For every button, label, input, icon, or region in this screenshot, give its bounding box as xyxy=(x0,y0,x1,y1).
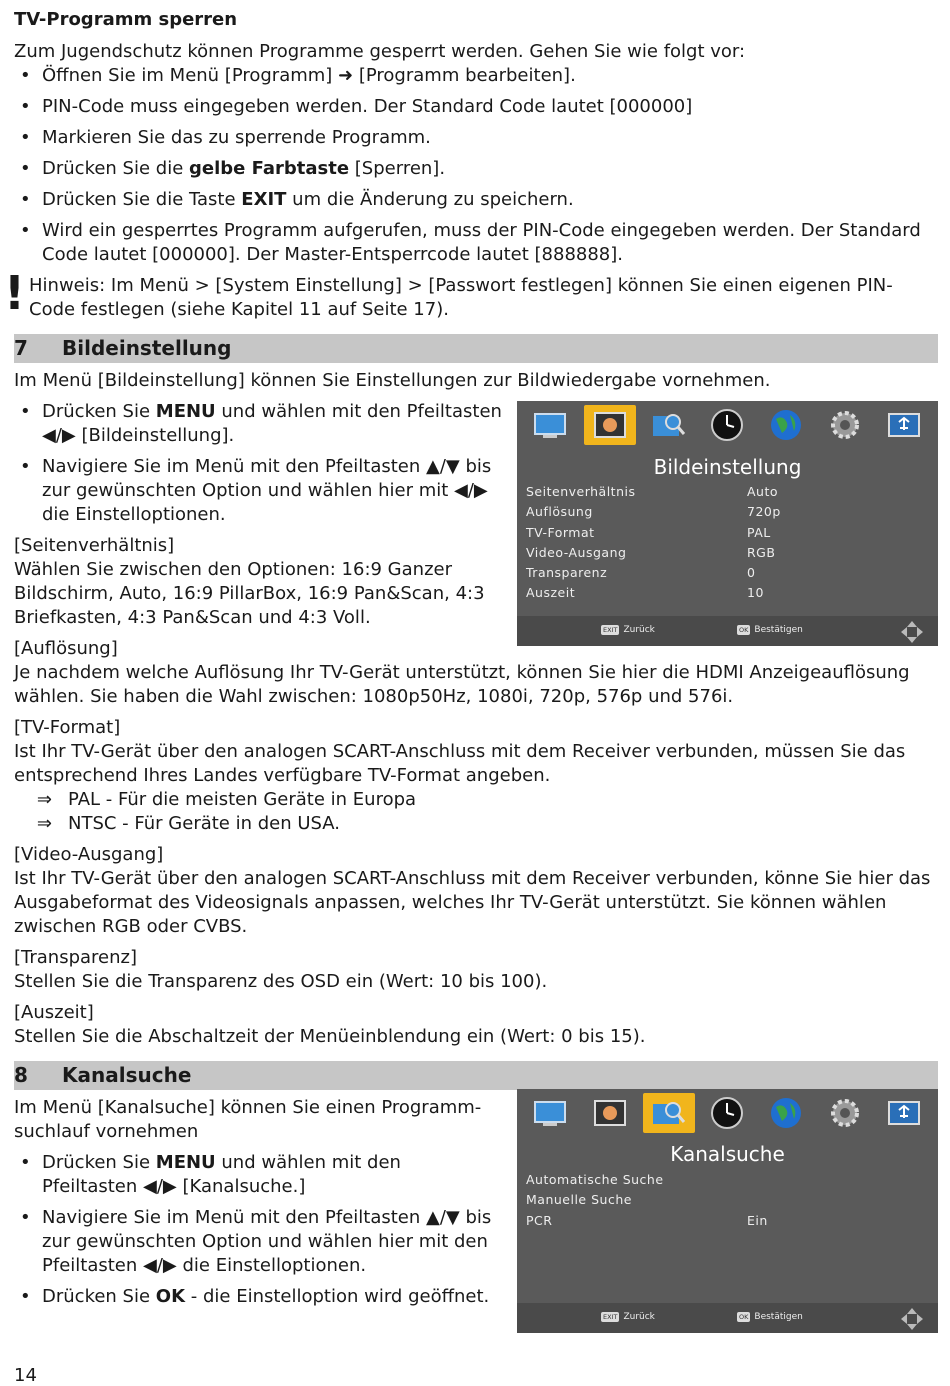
tv-lock-steps xyxy=(14,64,938,267)
clock-icon xyxy=(701,1093,753,1133)
hint-note xyxy=(4,266,938,322)
tv-icon xyxy=(525,405,577,445)
option-heading: [Transparenz] xyxy=(14,947,138,968)
osd-row: Auszeit 10 xyxy=(526,585,764,601)
osd-row: Auflösung 720p xyxy=(526,504,781,520)
list-item: ⇒ NTSC - Für Geräte in den USA. xyxy=(14,812,938,836)
option-text: Wählen Sie zwischen den Optionen: 16:9 Ganzer Bildschirm, Auto, 16:9 PillarBox, 16:9 Pan&Scan, 4:3 Briefkasten, 4:3 Pan&Scan und 4:3 Voll. xyxy=(14,559,485,628)
usb-icon xyxy=(878,1093,930,1133)
osd-row: Automatische Suche xyxy=(526,1172,664,1187)
list-item: • Drücken Sie die gelbe Farbtaste [Sperren]. xyxy=(14,157,938,181)
list-item: • Wird ein gesperrtes Programm aufgerufen, muss der PIN-Code eingegeben werden. Der Standard Code lautet [000000]. Der Master-Entsperrcode lautet [888888]. xyxy=(14,219,938,267)
sec7-steps xyxy=(14,400,504,527)
sec8-steps xyxy=(14,1151,494,1309)
tv-icon xyxy=(525,1093,577,1133)
sec8-intro: Im Menü [Kanalsuche] können Sie einen Programm-suchlauf vornehmen xyxy=(14,1097,482,1142)
option-heading: [Auflösung] xyxy=(14,638,118,659)
option-text: Stellen Sie die Transparenz des OSD ein (Wert: 10 bis 100). xyxy=(14,971,548,992)
option-heading: [Auszeit] xyxy=(14,1002,94,1023)
osd-title: Bildeinstellung xyxy=(653,455,802,479)
navigation-cross-icon xyxy=(900,620,924,644)
list-item: • Navigiere Sie im Menü mit den Pfeiltasten ▲/▼ bis zur gewünschten Option und wählen hier mit ◀/▶ die Einstelloptionen. xyxy=(14,455,504,527)
osd-row: Transparenz 0 xyxy=(526,565,756,581)
option-heading: [TV-Format] xyxy=(14,717,121,738)
osd-title: Kanalsuche xyxy=(670,1142,785,1166)
usb-icon xyxy=(878,405,930,445)
gear-icon xyxy=(819,1093,871,1133)
tv-lock-intro: Zum Jugendschutz können Programme gesperrt werden. Gehen Sie wie folgt vor: xyxy=(14,41,746,62)
confirm-hint: OK Bestätigen xyxy=(739,1312,803,1322)
list-item: • Markieren Sie das zu sperrende Programm. xyxy=(14,126,938,150)
sec7-intro: Im Menü [Bildeinstellung] können Sie Einstellungen zur Bildwiedergabe vornehmen. xyxy=(14,370,771,391)
search-icon xyxy=(643,405,695,445)
page-number: 14 xyxy=(14,1365,37,1386)
hint-text: Hinweis: Im Menü > [System Einstellung] > [Passwort festlegen] können Sie einen eigenen PIN-Code festlegen (siehe Kapitel 11 auf Seite 17). xyxy=(29,275,893,320)
picture-icon xyxy=(584,1093,636,1133)
gear-icon xyxy=(819,405,871,445)
osd-screenshot-channel-search xyxy=(517,1089,938,1333)
list-item: • Drücken Sie die Taste EXIT um die Änderung zu speichern. xyxy=(14,188,938,212)
osd-row: PCR Ein xyxy=(526,1212,768,1228)
option-text: Je nachdem welche Auflösung Ihr TV-Gerät unterstützt, können Sie hier die HDMI Anzeigeauflösung wählen. Sie haben die Wahl zwischen: 1080p50Hz, 1080i, 720p, 576p und 576i. xyxy=(14,662,910,707)
option-text: Ist Ihr TV-Gerät über den analogen SCART-Anschluss mit dem Receiver verbunden, müssen Sie das entsprechend Ihres Landes verfügbare TV-Format angeben. xyxy=(14,741,906,786)
globe-icon xyxy=(760,405,812,445)
osd-footer xyxy=(517,616,938,646)
back-hint: EXIT Zurück xyxy=(603,625,655,635)
clock-icon xyxy=(701,405,753,445)
list-item: • Drücken Sie MENU und wählen mit den Pfeiltasten ◀/▶ [Kanalsuche.] xyxy=(14,1151,494,1199)
osd-row: Seitenverhältnis Auto xyxy=(526,484,779,499)
osd-row: Manuelle Suche xyxy=(526,1192,632,1208)
option-heading: [Seitenverhältnis] xyxy=(14,535,175,556)
confirm-hint: OK Bestätigen xyxy=(739,625,803,635)
exclamation-icon: ! xyxy=(4,266,25,320)
option-heading: [Video-Ausgang] xyxy=(14,844,164,865)
back-hint: EXIT Zurück xyxy=(603,1312,655,1322)
option-text: Ist Ihr TV-Gerät über den analogen SCART-Anschluss mit dem Receiver verbunden, könne Sie hier das Ausgabeformat des Videosignals anpassen, welches Ihr TV-Gerät unterstützt. Sie können wählen zwischen RGB oder CVBS. xyxy=(14,868,931,937)
osd-icon-bar xyxy=(525,1093,930,1133)
list-item: • Drücken Sie OK - die Einstelloption wird geöffnet. xyxy=(14,1285,494,1309)
search-icon xyxy=(643,1093,695,1133)
osd-settings-list xyxy=(526,482,938,604)
globe-icon xyxy=(760,1093,812,1133)
section-7-heading: 7 Bildeinstellung xyxy=(14,334,938,363)
section-8-heading: 8 Kanalsuche xyxy=(14,1061,938,1090)
osd-row: TV-Format PAL xyxy=(526,524,771,540)
list-item: • Öffnen Sie im Menü [Programm] ➜ [Programm bearbeiten]. xyxy=(14,64,938,88)
picture-icon xyxy=(584,405,636,445)
option-text: Stellen Sie die Abschaltzeit der Menüeinblendung ein (Wert: 0 bis 15). xyxy=(14,1026,646,1047)
list-item: ⇒ PAL - Für die meisten Geräte in Europa xyxy=(14,788,938,812)
osd-settings-list xyxy=(526,1170,938,1231)
osd-screenshot-picture-settings xyxy=(517,401,938,646)
osd-icon-bar xyxy=(525,405,930,445)
list-item: • PIN-Code muss eingegeben werden. Der Standard Code lautet [000000] xyxy=(14,95,938,119)
osd-footer xyxy=(517,1303,938,1333)
osd-row: Video-Ausgang RGB xyxy=(526,544,776,560)
list-item: • Drücken Sie MENU und wählen mit den Pfeiltasten ◀/▶ [Bildeinstellung]. xyxy=(14,400,504,448)
tv-format-list xyxy=(14,788,938,836)
navigation-cross-icon xyxy=(900,1307,924,1331)
list-item: • Navigiere Sie im Menü mit den Pfeiltasten ▲/▼ bis zur gewünschten Option und wählen hier mit den Pfeiltasten ◀/▶ die Einstelloptionen. xyxy=(14,1206,494,1278)
tv-lock-heading: TV-Programm sperren xyxy=(14,9,238,30)
